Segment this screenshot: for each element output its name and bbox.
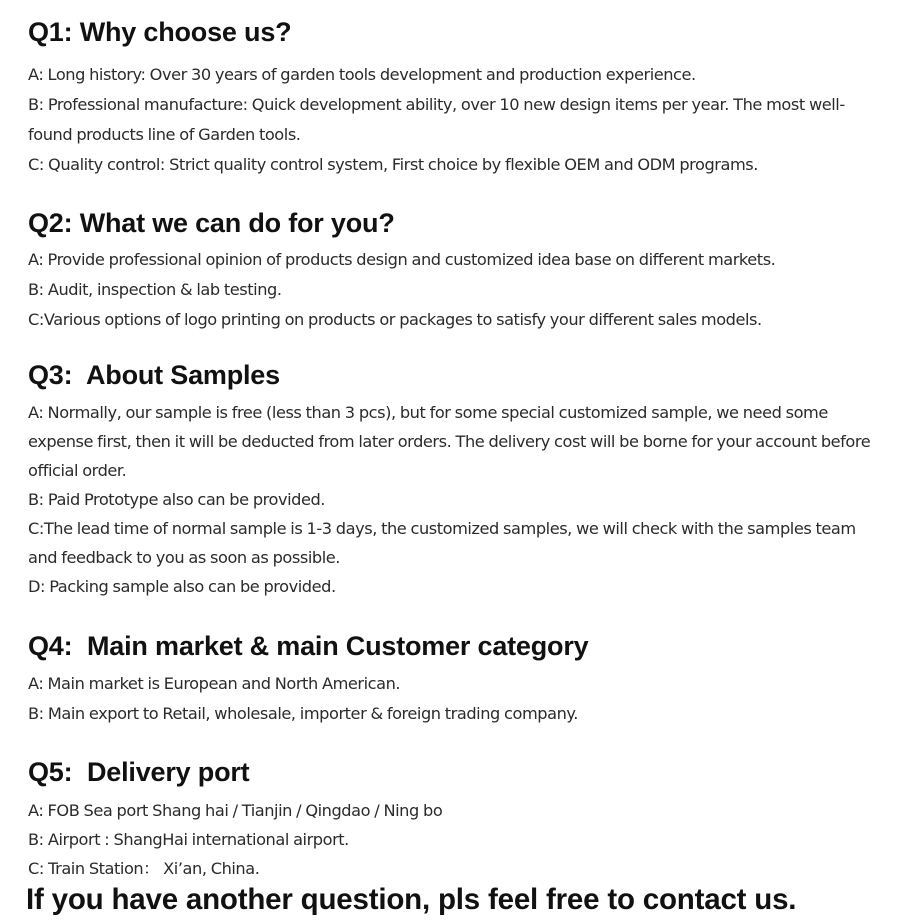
answer-line: B: Audit, inspection & lab testing. (28, 280, 282, 299)
answer-block-q1 (28, 60, 883, 180)
answer-block-q2 (28, 245, 883, 335)
answer-line: A: Provide professional opinion of products design and customized idea base on different markets. (28, 250, 776, 269)
question-heading-q1: Q1: Why choose us? (28, 17, 292, 47)
answer-line: B: Main export to Retail, wholesale, importer & foreign trading company. (28, 704, 578, 723)
answer-line: A: Long history: Over 30 years of garden tools development and production experience. (28, 65, 696, 84)
question-heading-q5: Q5: Delivery port (28, 757, 250, 787)
question-heading-q2: Q2: What we can do for you? (28, 208, 395, 238)
answer-block-q5 (28, 796, 883, 883)
answer-line: C:The lead time of normal sample is 1-3 days, the customized samples, we will check with the samples team and feedback to you as soon as possible. (28, 519, 856, 567)
question-heading-q4: Q4: Main market & main Customer category (28, 631, 589, 661)
question-heading-q3: Q3: About Samples (28, 360, 280, 390)
answer-line: C: Quality control: Strict quality control system, First choice by flexible OEM and ODM programs. (28, 155, 758, 174)
answer-line: D: Packing sample also can be provided. (28, 577, 336, 596)
answer-line: A: Normally, our sample is free (less than 3 pcs), but for some special customized sample, we need some expense first, then it will be deducted from later orders. The delivery cost will be borne for your account before official order. (28, 403, 871, 480)
answer-line: B: Paid Prototype also can be provided. (28, 490, 325, 509)
contact-callout: If you have another question, pls feel free to contact us. (26, 883, 797, 916)
answer-line: A: Main market is European and North American. (28, 674, 401, 693)
answer-line: B: Airport : ShangHai international airport. (28, 830, 349, 849)
answer-block-q4 (28, 669, 883, 729)
answer-line: C: Train Station： Xi’an, China. (28, 859, 260, 878)
answer-line: A: FOB Sea port Shang hai / Tianjin / Qingdao / Ning bo (28, 801, 443, 820)
answer-block-q3 (28, 398, 886, 601)
answer-line: B: Professional manufacture: Quick development ability, over 10 new design items per year. The most well-found products line of Garden tools. (28, 95, 845, 144)
answer-line: C:Various options of logo printing on products or packages to satisfy your different sales models. (28, 310, 762, 329)
